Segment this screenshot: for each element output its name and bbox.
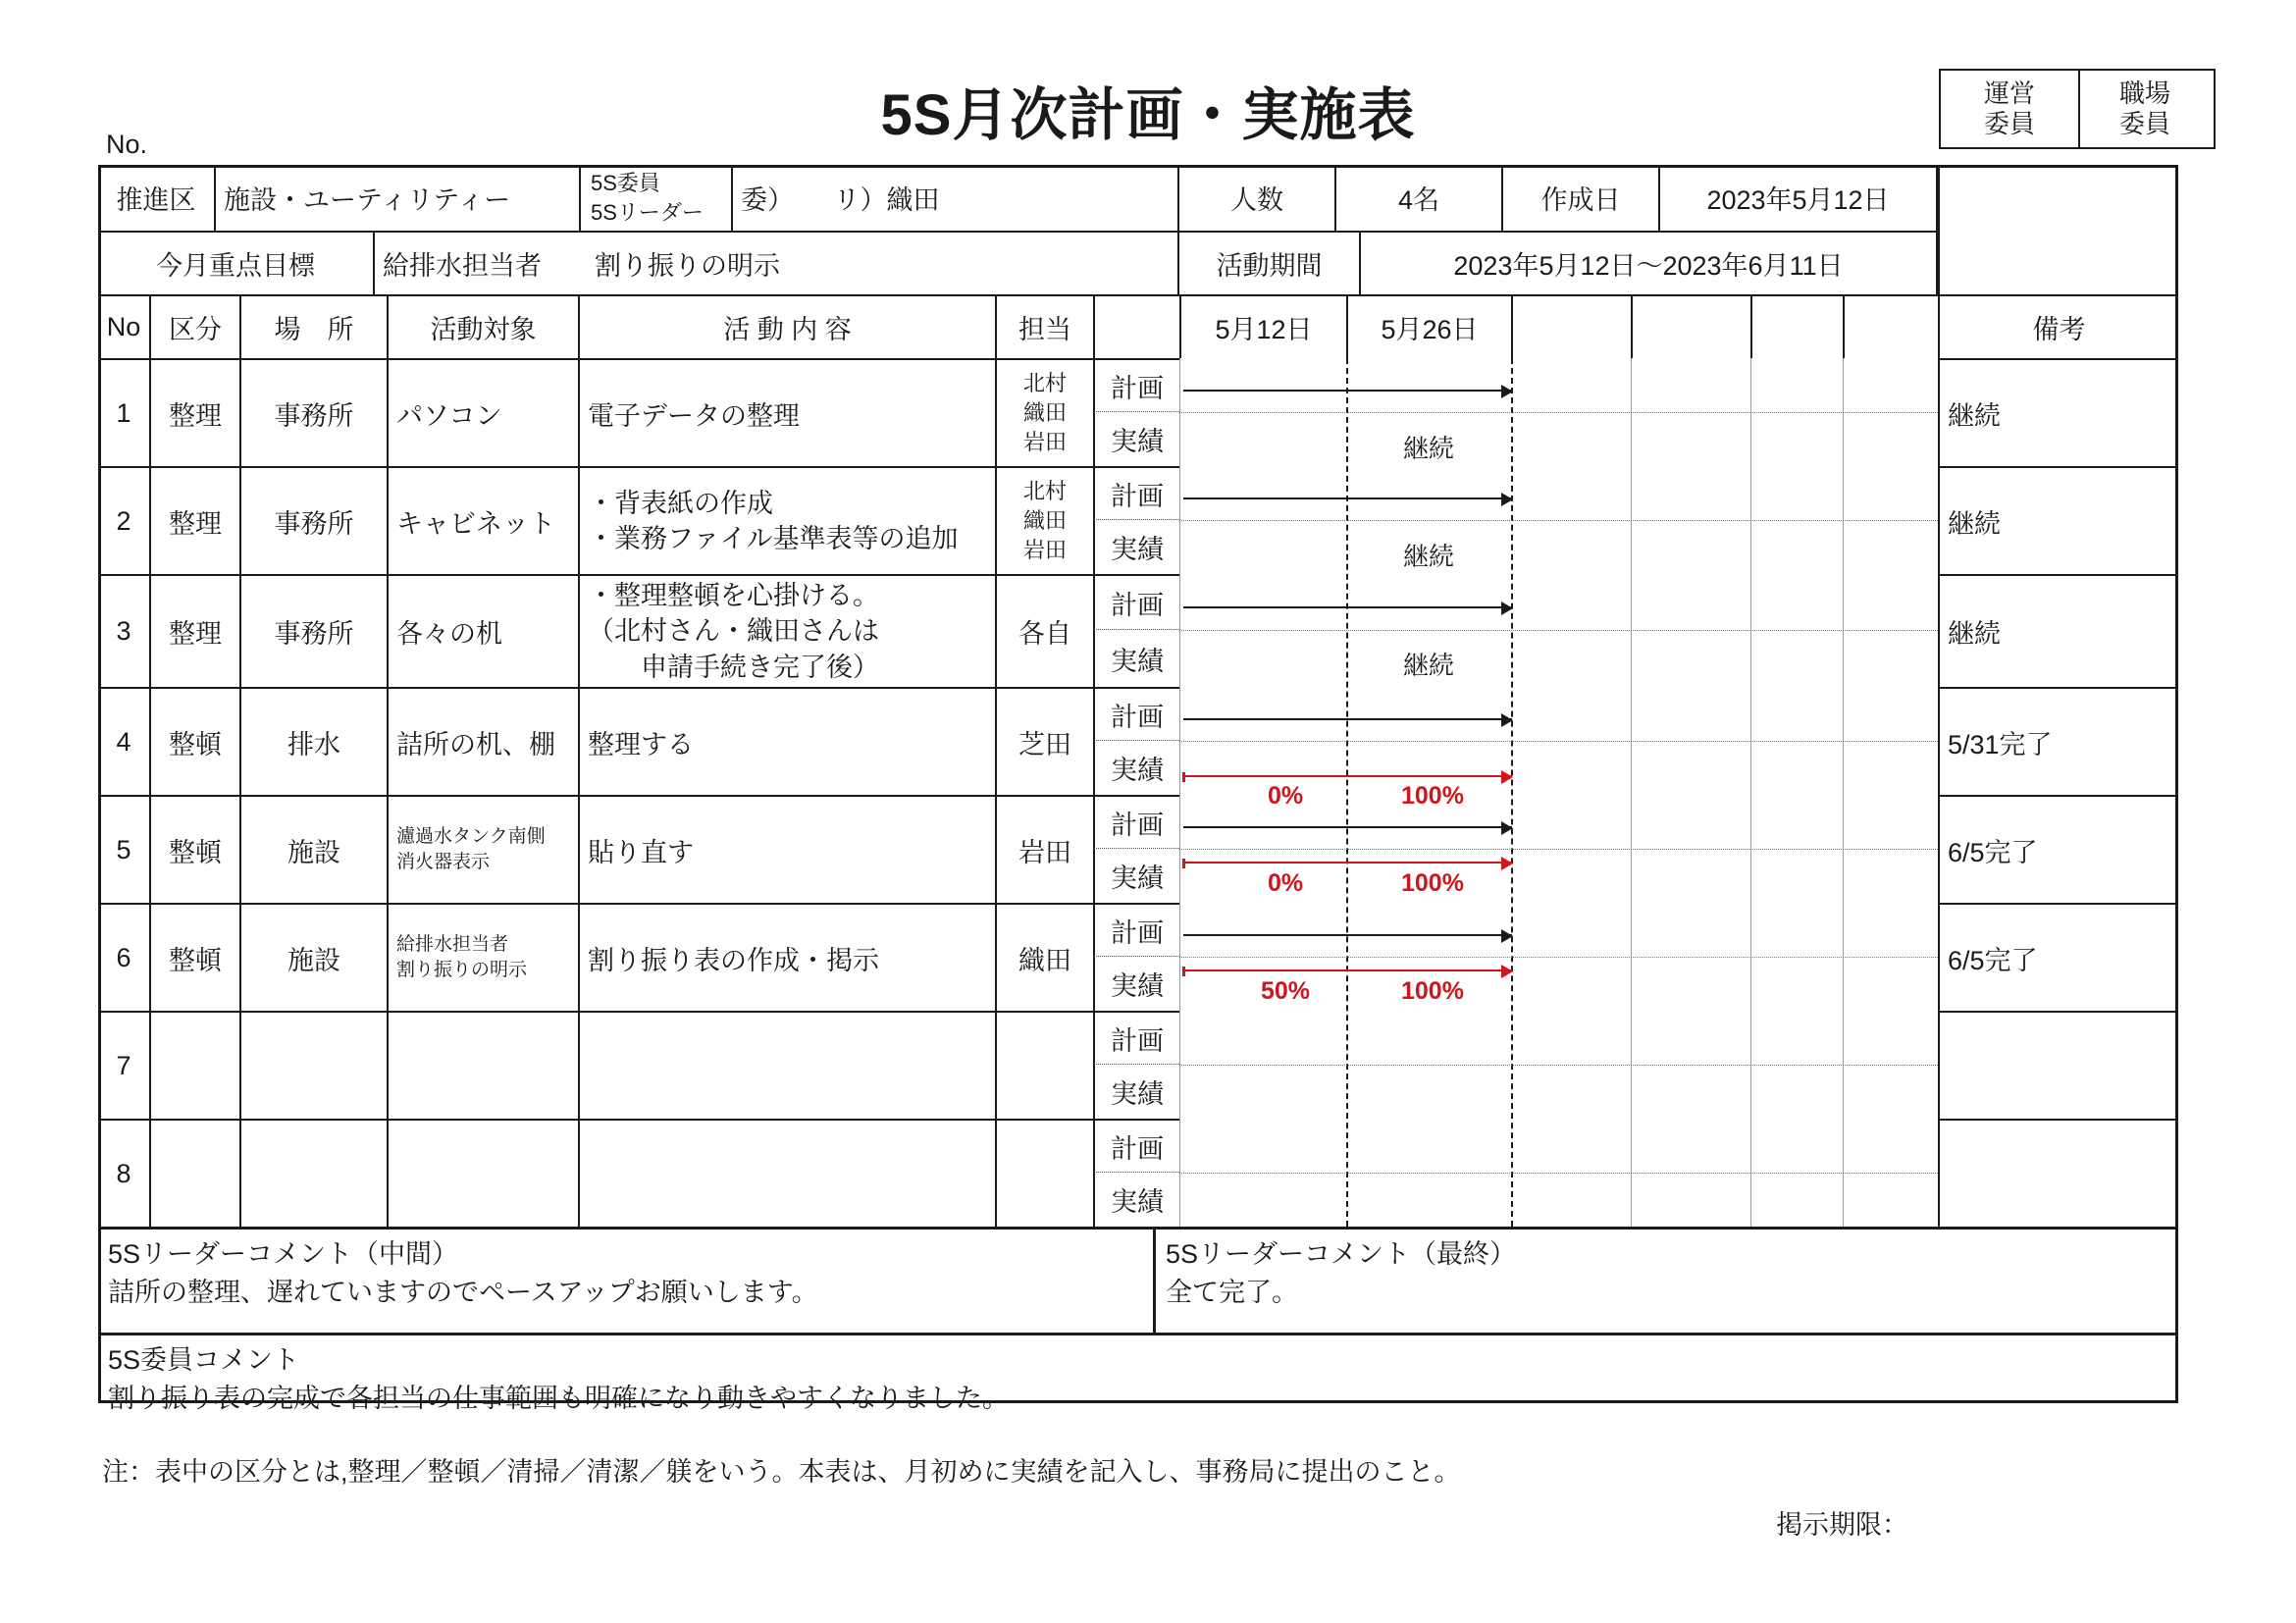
row-place: 施設 bbox=[239, 795, 387, 903]
row-owner: 芝田 bbox=[995, 687, 1093, 795]
row-no: 6 bbox=[98, 903, 149, 1011]
promotion-area-label: 推進区 bbox=[116, 185, 196, 215]
content-line: 申請手続き完了後） bbox=[588, 652, 879, 682]
row-owner: 織田 bbox=[995, 903, 1093, 1011]
row-plan-label: 計画 bbox=[1093, 795, 1179, 849]
owner-line: 岩田 bbox=[1022, 537, 1067, 562]
row-content: 割り振り表の作成・掲示 bbox=[578, 903, 995, 1011]
col-header-category: 区分 bbox=[149, 294, 239, 358]
timeline-tick-2 bbox=[1511, 294, 1631, 358]
target-line: 消火器表示 bbox=[396, 852, 491, 872]
focus-goal-label: 今月重点目標 bbox=[98, 231, 373, 294]
timeline-tick-4 bbox=[1750, 294, 1843, 358]
row-actual-label: 実績 bbox=[1093, 957, 1179, 1011]
row-category: 整頓 bbox=[149, 903, 239, 1011]
row-category: 整理 bbox=[149, 574, 239, 687]
row-remarks: 継続 bbox=[1938, 358, 2178, 466]
approver-line2: 委員 bbox=[1983, 109, 2035, 138]
row-plan-label: 計画 bbox=[1093, 687, 1179, 741]
row-no: 1 bbox=[98, 358, 149, 466]
committee-comment bbox=[98, 1333, 2178, 1414]
gantt-gridline-dashed bbox=[1346, 358, 1348, 1227]
gantt-row-divider bbox=[1179, 412, 1938, 413]
gantt-row-divider bbox=[1179, 1173, 1938, 1174]
leader-comment-mid-title: 5Sリーダーコメント（中間） bbox=[108, 1239, 459, 1269]
row-target bbox=[387, 903, 578, 1011]
row-content: 電子データの整理 bbox=[578, 358, 995, 466]
leader-comment-mid-body: 詰所の整理、遅れていますのでペースアップお願いします。 bbox=[108, 1278, 818, 1308]
timeline-tick-1: 5月26日 bbox=[1346, 294, 1511, 358]
approver-line2: 委員 bbox=[2118, 109, 2170, 138]
row-remarks: 継続 bbox=[1938, 466, 2178, 574]
row-owner bbox=[995, 1011, 1093, 1119]
plan-bar-row1 bbox=[1183, 390, 1512, 392]
row-content: 貼り直す bbox=[578, 795, 995, 903]
created-date-value: 2023年5月12日 bbox=[1658, 165, 1938, 231]
owner-line: 北村 bbox=[1022, 371, 1067, 396]
document-number-label: No. bbox=[106, 130, 148, 159]
row-no: 5 bbox=[98, 795, 149, 903]
actual-note-row1: 継続 bbox=[1403, 434, 1455, 463]
actual-pct-start-row6: 50% bbox=[1261, 977, 1311, 1005]
row-remarks: 5/31完了 bbox=[1938, 687, 2178, 795]
row-place: 排水 bbox=[239, 687, 387, 795]
target-line: 給排水担当者 bbox=[396, 934, 509, 956]
row-content bbox=[578, 466, 995, 574]
gantt-row-divider bbox=[1179, 1065, 1938, 1066]
row-remarks bbox=[1938, 1011, 2178, 1119]
gantt-row-divider bbox=[1179, 849, 1938, 850]
owner-line: 岩田 bbox=[1022, 429, 1067, 454]
row-actual-label: 実績 bbox=[1093, 1173, 1179, 1227]
plan-bar-row4 bbox=[1183, 718, 1512, 720]
row-actual-label: 実績 bbox=[1093, 849, 1179, 903]
row-place: 事務所 bbox=[239, 574, 387, 687]
actual-bar-row4 bbox=[1183, 775, 1512, 777]
row-plan-label: 計画 bbox=[1093, 1011, 1179, 1065]
row-content bbox=[578, 1119, 995, 1227]
posting-deadline-label: 掲示期限： bbox=[1776, 1510, 1908, 1540]
row-content bbox=[578, 1011, 995, 1119]
committee-comment-body: 割り振り表の完成で各担当の仕事範囲も明確になり動きやすくなりました。 bbox=[108, 1384, 1009, 1414]
gantt-row-divider bbox=[1179, 520, 1938, 521]
col-header-no: No bbox=[98, 294, 149, 358]
actual-pct-start-row5: 0% bbox=[1268, 869, 1304, 897]
row-no: 8 bbox=[98, 1119, 149, 1227]
row-target bbox=[387, 1119, 578, 1227]
gantt-gridline-dashed bbox=[1511, 358, 1513, 1227]
actual-pct-end-row6: 100% bbox=[1401, 977, 1464, 1005]
content-line: ・整理整頓を心掛ける。 bbox=[588, 580, 879, 610]
target-line: 濾過水タンク南側 bbox=[396, 826, 546, 848]
row-category bbox=[149, 1011, 239, 1119]
gantt-gridline bbox=[1843, 358, 1844, 1227]
promotion-area-value: 施設・ユーティリティー bbox=[214, 165, 579, 231]
row-place: 事務所 bbox=[239, 466, 387, 574]
committee-label-line1: 5S委員 bbox=[591, 170, 660, 195]
row-place bbox=[239, 1119, 387, 1227]
activity-period-label: 活動期間 bbox=[1177, 231, 1359, 294]
row-category: 整頓 bbox=[149, 687, 239, 795]
owner-line: 北村 bbox=[1022, 479, 1067, 504]
leader-comment-final bbox=[1153, 1227, 2178, 1333]
leader-comment-final-title: 5Sリーダーコメント（最終） bbox=[1166, 1239, 1517, 1269]
actual-bar-row5 bbox=[1183, 862, 1512, 864]
owner-line: 織田 bbox=[1022, 508, 1067, 534]
committee-label-line2: 5Sリーダー bbox=[591, 199, 704, 225]
leader-comment-final-body: 全て完了。 bbox=[1166, 1278, 1298, 1308]
actual-note-row2: 継続 bbox=[1403, 542, 1455, 571]
content-line: ・業務ファイル基準表等の追加 bbox=[588, 524, 959, 553]
row-no: 2 bbox=[98, 466, 149, 574]
row-target: 各々の机 bbox=[387, 574, 578, 687]
activity-period-value: 2023年5月12日〜2023年6月11日 bbox=[1359, 231, 1938, 294]
footer-note: 注：表中の区分とは,整理／整頓／清掃／清潔／躾をいう。本表は、月初めに実績を記入し、事務局に提出のこと。 bbox=[102, 1457, 1461, 1487]
row-plan-label: 計画 bbox=[1093, 1119, 1179, 1173]
col-header-owner: 担当 bbox=[995, 294, 1093, 358]
col-header-remarks: 備考 bbox=[1938, 294, 2178, 358]
row-actual-label: 実績 bbox=[1093, 412, 1179, 466]
row-target bbox=[387, 795, 578, 903]
row-place: 施設 bbox=[239, 903, 387, 1011]
row-actual-label: 実績 bbox=[1093, 741, 1179, 795]
row-actual-label: 実績 bbox=[1093, 520, 1179, 574]
plan-bar-row2 bbox=[1183, 497, 1512, 499]
plan-bar-row6 bbox=[1183, 934, 1512, 936]
target-line: 割り振りの明示 bbox=[396, 960, 528, 980]
row-category bbox=[149, 1119, 239, 1227]
row-target: キャビネット bbox=[387, 466, 578, 574]
row-plan-label: 計画 bbox=[1093, 903, 1179, 957]
row-no: 7 bbox=[98, 1011, 149, 1119]
gantt-row-divider bbox=[1179, 957, 1938, 958]
headcount-value: 4名 bbox=[1334, 165, 1501, 231]
headcount-label: 人数 bbox=[1177, 165, 1334, 231]
actual-pct-start-row4: 0% bbox=[1268, 782, 1304, 810]
gantt-gridline bbox=[1179, 358, 1180, 1227]
leader-comment-mid bbox=[98, 1227, 1153, 1333]
col-header-content: 活 動 内 容 bbox=[578, 294, 995, 358]
actual-pct-end-row4: 100% bbox=[1401, 782, 1464, 810]
row-category: 整理 bbox=[149, 358, 239, 466]
row-target bbox=[387, 1011, 578, 1119]
row-target: 詰所の机、棚 bbox=[387, 687, 578, 795]
row-remarks: 継続 bbox=[1938, 574, 2178, 687]
row-owner: 岩田 bbox=[995, 795, 1093, 903]
actual-note-row3: 継続 bbox=[1403, 651, 1455, 680]
row-category: 整理 bbox=[149, 466, 239, 574]
committee-comment-title: 5S委員コメント bbox=[108, 1345, 300, 1375]
timeline-tick-3 bbox=[1631, 294, 1750, 358]
row-no: 4 bbox=[98, 687, 149, 795]
approver-line1: 運営 bbox=[1983, 79, 2035, 109]
col-header-target: 活動対象 bbox=[387, 294, 578, 358]
approver-box-operations bbox=[1939, 69, 2080, 149]
row-plan-label: 計画 bbox=[1093, 466, 1179, 520]
page-title: 5S月次計画・実施表 bbox=[880, 83, 1416, 147]
col-header-place: 場 所 bbox=[239, 294, 387, 358]
approver-box-workplace bbox=[2076, 69, 2216, 149]
row-place bbox=[239, 1011, 387, 1119]
focus-goal-value: 給排水担当者 割り振りの明示 bbox=[373, 231, 1177, 294]
row-owner bbox=[995, 358, 1093, 466]
row-category: 整頓 bbox=[149, 795, 239, 903]
committee-value: 委） リ）織田 bbox=[731, 165, 1177, 231]
col-header-planactual bbox=[1093, 294, 1179, 358]
plan-bar-row3 bbox=[1183, 606, 1512, 608]
owner-line: 織田 bbox=[1022, 400, 1067, 426]
row-remarks: 6/5完了 bbox=[1938, 903, 2178, 1011]
row-actual-label: 実績 bbox=[1093, 630, 1179, 687]
gantt-gridline bbox=[1631, 358, 1632, 1227]
row-plan-label: 計画 bbox=[1093, 574, 1179, 630]
row-remarks: 6/5完了 bbox=[1938, 795, 2178, 903]
row-remarks bbox=[1938, 1119, 2178, 1227]
row-plan-label: 計画 bbox=[1093, 358, 1179, 412]
committee-label bbox=[579, 165, 731, 231]
content-line: ・背表紙の作成 bbox=[588, 488, 773, 518]
gantt-row-divider bbox=[1179, 630, 1938, 631]
row-content bbox=[578, 574, 995, 687]
actual-bar-row6 bbox=[1183, 969, 1512, 971]
gantt-row-divider bbox=[1179, 741, 1938, 742]
row-place: 事務所 bbox=[239, 358, 387, 466]
row-owner bbox=[995, 466, 1093, 574]
actual-pct-end-row5: 100% bbox=[1401, 869, 1464, 897]
plan-bar-row5 bbox=[1183, 826, 1512, 828]
row-content: 整理する bbox=[578, 687, 995, 795]
row-actual-label: 実績 bbox=[1093, 1065, 1179, 1119]
timeline-tick-5 bbox=[1843, 294, 1938, 358]
row-target: パソコン bbox=[387, 358, 578, 466]
row-no: 3 bbox=[98, 574, 149, 687]
row-owner bbox=[995, 1119, 1093, 1227]
approver-line1: 職場 bbox=[2118, 79, 2170, 109]
timeline-tick-0: 5月12日 bbox=[1179, 294, 1346, 358]
row-owner: 各自 bbox=[995, 574, 1093, 687]
header-right-blank bbox=[1938, 165, 2178, 294]
content-line: （北村さん・織田さんは bbox=[588, 616, 879, 647]
created-date-label: 作成日 bbox=[1501, 165, 1658, 231]
gantt-gridline bbox=[1750, 358, 1751, 1227]
